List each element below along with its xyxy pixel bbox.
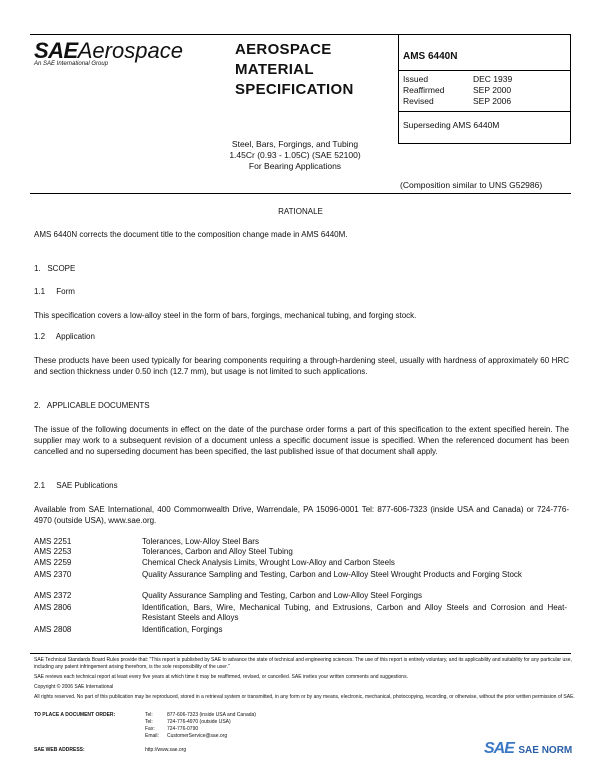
title-line: AEROSPACE [235,41,332,58]
sae-publications-text: Available from SAE International, 400 Commonwealth Drive, Warrendale, PA 15096-0001 Tel: 877-606-7323 (inside USA and Canada) or 724-776-4970 (outside USA), www.sae.org. [34,505,569,525]
sae-logo-text: SAE [34,38,78,63]
reference-number: AMS 2372 [34,591,72,600]
reference-title: Quality Assurance Sampling and Testing, Carbon and Low-Alloy Steel Wrought Products and Forging Stock [142,570,522,579]
reference-title: Tolerances, Low-Alloy Steel Bars [142,537,259,546]
reference-number: AMS 2251 [34,537,72,546]
date-value: SEP 2006 [473,96,512,106]
superseding-note: Superseding AMS 6440M [403,120,500,130]
document-subject [180,139,410,172]
reference-title: Chemical Check Analysis Limits, Wrought Low-Alloy and Carbon Steels [142,558,395,567]
rationale-text: AMS 6440N corrects the document title to the composition change made in AMS 6440M. [34,230,348,239]
date-value: SEP 2000 [473,85,512,95]
footer-copyright: Copyright © 2006 SAE International [34,684,114,690]
application-text: These products have been used typically for bearing components requiring a through-hardening steel, usually with hardness of approximately 60 HRC and section thickness under 0.50 inch (12.7 mm), but usage is not limited to such applications. [34,356,569,376]
contact-label: Tel: [145,712,153,718]
contact-label: Email: [145,733,159,739]
contact-label: Fax: [145,726,155,732]
contact-value: 724-776-0790 [167,726,199,732]
date-table [403,74,568,107]
contact-value: 877-606-7323 (inside USA and Canada) [167,712,256,718]
sae-norm-mark: SAE [484,740,514,757]
date-label: Revised [403,96,434,106]
web-address-label: SAE WEB ADDRESS: [34,747,85,753]
contact-value: 724-776-4970 (outside USA) [167,719,231,725]
rationale-heading: RATIONALE [278,207,323,216]
reference-number: AMS 2259 [34,558,72,567]
sae-publications-heading: 2.1 SAE Publications [34,481,118,490]
reference-number: AMS 2808 [34,625,72,634]
sae-norm-text: SAE NORM [518,745,573,756]
applicable-documents-heading: 2. APPLICABLE DOCUMENTS [34,401,150,410]
date-label: Reaffirmed [403,85,445,95]
reference-title: Tolerances, Carbon and Alloy Steel Tubing [142,547,293,556]
footer-policy-2: SAE reviews each technical report at least every five years at which time it may be reaffirmed, revised, or cancelled. SAE invites your written comments and suggestions. [34,674,408,680]
contact-value: CustomerService@sae.org [167,733,228,739]
reference-title: Identification, Bars, Wire, Mechanical Tubing, and Extrusions, Carbon and Alloy Steels and Corrosion and Heat-Resistant Steels and Alloys [142,603,567,622]
form-heading: 1.1 Form [34,287,75,296]
sae-aerospace-logo [34,38,183,67]
contact-label: Tel: [145,719,153,725]
scope-heading: 1. SCOPE [34,264,76,273]
reference-number: AMS 2806 [34,603,72,612]
form-text: This specification covers a low-alloy steel in the form of bars, forgings, mechanical tubing, and forging stock. [34,311,417,320]
document-type-title [235,40,354,100]
aerospace-logo-text: Aerospace [77,38,183,63]
title-line: SPECIFICATION [235,81,354,98]
application-heading: 1.2 Application [34,332,95,341]
subject-line: 1.45Cr (0.93 - 1.05C) (SAE 52100) [229,150,361,160]
reference-number: AMS 2253 [34,547,72,556]
subject-line: Steel, Bars, Forgings, and Tubing [231,139,359,149]
ams-number: AMS 6440N [403,51,458,62]
date-value: DEC 1939 [473,74,513,84]
subject-line: For Bearing Applications [248,161,342,171]
sae-norm-logo [484,740,572,758]
reference-title: Quality Assurance Sampling and Testing, Carbon and Low-Alloy Steel Forgings [142,591,423,600]
applicable-documents-text: The issue of the following documents in effect on the date of the purchase order forms a part of this specification to the extent specified herein. The supplier may work to a subsequent revision of a document unless a specific document issue is specified. When the referenced document has been cancelled and no superseding document has been specified, the last published issue of that document shall apply. [34,425,569,456]
order-contacts [145,712,345,740]
logo-subtitle: An SAE International Group [34,61,109,67]
order-label: TO PLACE A DOCUMENT ORDER: [34,712,116,718]
title-line: MATERIAL [235,61,314,78]
footer-rights: All rights reserved. No part of this publication may be reproduced, stored in a retrieval system or transmitted, in any form or by any means, electronic, mechanical, photocopying, recording, or otherwise, without the prior written permission of SAE. [34,694,575,700]
date-label: Issued [403,74,429,84]
reference-title: Identification, Forgings [142,625,223,634]
composition-note: (Composition similar to UNS G52986) [400,180,543,190]
web-address-value: http://www.sae.org [145,747,187,753]
reference-number: AMS 2370 [34,570,72,579]
footer-policy-1: SAE Technical Standards Board Rules provide that: "This report is published by SAE to advance the state of technical and engineering sciences. The use of this report is entirely voluntary, and its applicability and suitability for any particular use, including any patent infringement arising therefrom, is the sole responsibility of the user." [34,657,572,670]
